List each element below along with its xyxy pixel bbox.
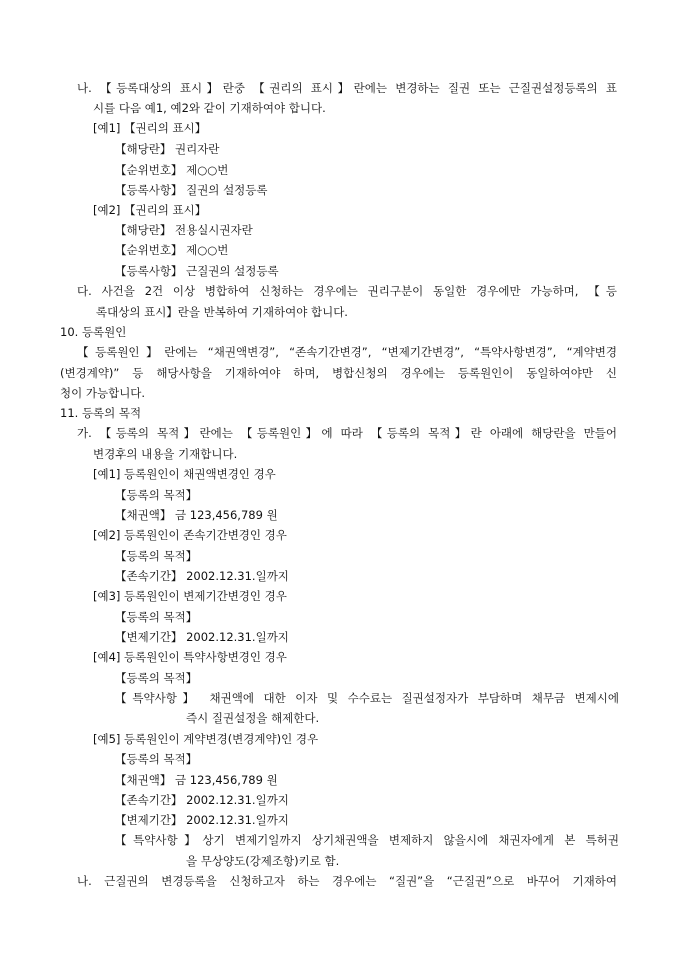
- section-10-para-line3: 청이 가능합니다.: [60, 386, 146, 400]
- example-1-field-1: 【해당란】 권리자란: [115, 142, 220, 156]
- item-da-line2: 록대상의 표시】란을 반복하여 기재하여야 합니다.: [96, 305, 348, 319]
- item-na2-line1: 나. 근질권의 변경등록을 신청하고자 하는 경우에는 “질권”을 “근질권”으로 바꾸어 기재하여: [77, 874, 617, 888]
- case-5-detail-duration: 【존속기간】 2002.12.31.일까지: [115, 793, 289, 807]
- case-5-heading: [예5] 등록원인이 계약변경(변경계약)인 경우: [93, 732, 319, 746]
- item-da-line1: 다. 사건을 2건 이상 병합하여 신청하는 경우에는 권리구분이 동일한 경우에만 가능하며, 【등: [77, 284, 617, 298]
- item-na-line1: 나. 【등록대상의 표시】란중 【권리의 표시】란에는 변경하는 질권 또는 근질권설정등록의 표: [77, 81, 617, 95]
- example-2-field-2: 【순위번호】 제○○번: [115, 243, 229, 257]
- item-na-line2: 시를 다음 예1, 예2와 같이 기재하여야 합니다.: [93, 101, 326, 115]
- case-4-purpose: 【등록의 목적】: [115, 671, 198, 685]
- case-2-heading: [예2] 등록원인이 존속기간변경인 경우: [93, 528, 287, 542]
- case-4-heading: [예4] 등록원인이 특약사항변경인 경우: [93, 650, 287, 664]
- case-5-purpose: 【등록의 목적】: [115, 752, 198, 766]
- case-5-detail-terms-line1: 【특약사항】상기 변제기일까지 상기채권액을 변제하지 않을시에 채권자에게 본 특허권: [115, 833, 619, 847]
- case-2-purpose: 【등록의 목적】: [115, 549, 198, 563]
- case-1-detail: 【채권액】 금 123,456,789 원: [115, 508, 278, 522]
- case-3-detail: 【변제기간】 2002.12.31.일까지: [115, 630, 289, 644]
- case-1-purpose: 【등록의 목적】: [115, 488, 198, 502]
- item-ga-line1: 가. 【등록의 목적】란에는 【등록원인】에 따라 【등록의 목적】란 아래에 해당란을 만들어: [77, 426, 617, 440]
- case-3-heading: [예3] 등록원인이 변제기간변경인 경우: [93, 589, 287, 603]
- case-2-detail: 【존속기간】 2002.12.31.일까지: [115, 569, 289, 583]
- case-3-purpose: 【등록의 목적】: [115, 610, 198, 624]
- example-2-heading: [예2] 【권리의 표시】: [93, 203, 207, 217]
- case-5-detail-terms-line2: 을 무상양도(강제조항)키로 함.: [186, 854, 340, 868]
- example-2-field-3: 【등록사항】 근질권의 설정등록: [115, 264, 279, 278]
- section-10-para-line1: 【등록원인】란에는 “채권액변경”, “존속기간변경”, “변제기간변경”, “특약사항변경”, “계약변경: [77, 345, 617, 359]
- section-10-para-line2: (변경계약)” 등 해당사항을 기재하여야 하며, 병합신청의 경우에는 등록원인이 동일하여야만 신: [60, 366, 617, 380]
- example-1-field-3: 【등록사항】 질권의 설정등록: [115, 183, 268, 197]
- case-1-heading: [예1] 등록원인이 채권액변경인 경우: [93, 467, 276, 481]
- section-10-heading: 10. 등록원인: [60, 325, 127, 339]
- example-1-heading: [예1] 【권리의 표시】: [93, 121, 207, 135]
- example-2-field-1: 【해당란】 전용실시권자란: [115, 223, 253, 237]
- item-ga-line2: 변경후의 내용을 기재합니다.: [93, 447, 238, 461]
- case-4-detail-line1: 【특약사항】 채권액에 대한 이자 및 수수료는 질권설정자가 부담하며 채무금 변제시에: [115, 691, 619, 705]
- case-5-detail-repayment: 【변제기간】 2002.12.31.일까지: [115, 813, 289, 827]
- example-1-field-2: 【순위번호】 제○○번: [115, 163, 229, 177]
- section-11-heading: 11. 등록의 목적: [60, 406, 142, 420]
- case-5-detail-amount: 【채권액】 금 123,456,789 원: [115, 773, 278, 787]
- case-4-detail-line2: 즉시 질권설정을 해제한다.: [186, 711, 320, 725]
